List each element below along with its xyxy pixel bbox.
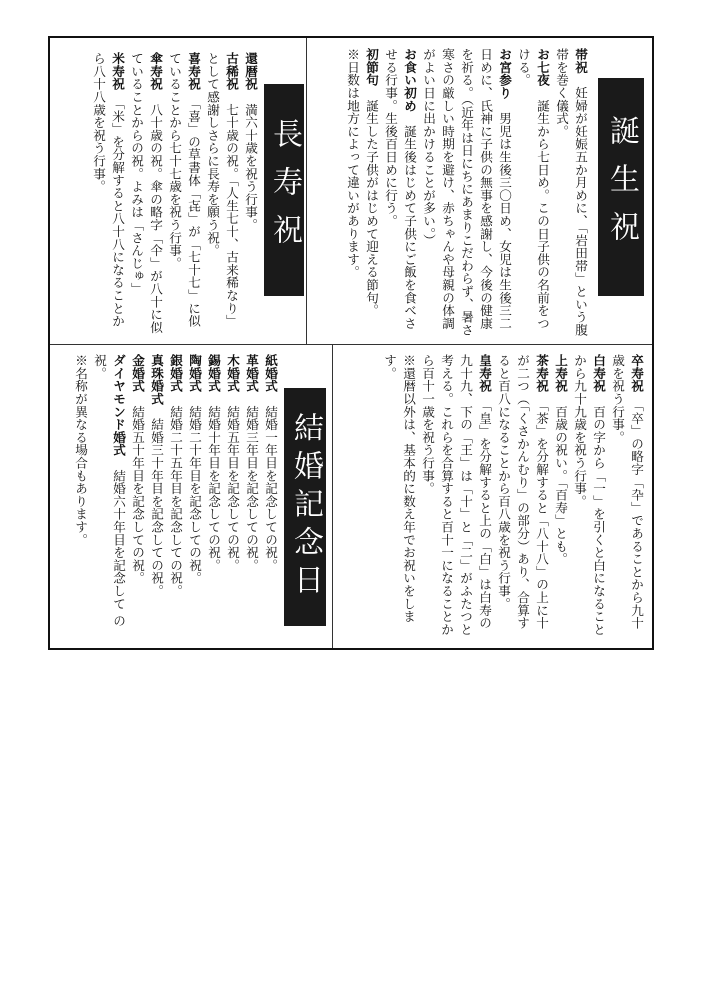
list-item: 皇寿祝 「皇」を分解すると上の「白」は白寿の九十九、下の「王」は「十」と「二」がふたつと考える。これらを合算すると百十一になることから百十一歳を祝う行事。 <box>420 354 492 636</box>
list-item: 金婚式 結婚五十年目を記念しての祝。 <box>130 354 145 585</box>
list-item: 茶寿祝 「茶」を分解すると「八十八」の上に十が二つ（「くさかんむり」の部分）あり、合算すると百八になることから百八歳を祝う行事。 <box>496 354 549 630</box>
list-item: お食い初め 誕生後はじめて子供にご飯を食べさせる行事。生後百日めに行う。 <box>383 48 417 330</box>
list-item: 白寿祝 百の字から「一」を引くと白になることから九十九歳を祝う行事。 <box>572 354 606 636</box>
birth-title: 誕生祝 <box>598 78 644 296</box>
list-item: お七夜 誕生から七日め。この日子供の名前をつける。 <box>516 48 550 330</box>
vertical-divider-top <box>306 38 307 344</box>
longevity-title: 長寿祝 <box>264 84 304 296</box>
list-item: 木婚式 結婚五年目を記念しての祝。 <box>225 354 240 572</box>
list-item: 陶婚式 結婚二十年目を記念しての祝。 <box>187 354 202 585</box>
list-item: 喜寿祝 「喜」の草書体「㐂」が「七十七」に似ていることから七十七歳を祝う行事。 <box>167 52 201 328</box>
anniversary-title: 結婚記念日 <box>284 388 326 626</box>
list-item: 上寿祝 百歳の祝い。「百寿」とも。 <box>553 354 568 566</box>
list-item: 還暦祝 満六十歳を祝う行事。 <box>243 52 258 232</box>
list-item: 革婚式 結婚三年目を記念しての祝。 <box>244 354 259 572</box>
list-item: 紙婚式 結婚一年目を記念しての祝。 <box>263 354 278 572</box>
birth-note: ※日数は地方によって違いがあります。 <box>345 48 360 279</box>
list-item: 銀婚式 結婚二十五年目を記念しての祝。 <box>168 354 183 598</box>
list-item: 米寿祝 「米」を分解すると八十八になることから八十八歳を祝う行事。 <box>91 52 125 328</box>
longevity-continued-panel <box>340 354 646 642</box>
list-item: 傘寿祝 八十歳の祝。傘の略字「仐」が八十に似ていることからの祝。よみは「さんじゅ」 <box>129 52 163 334</box>
list-item: 帯祝 妊婦が妊娠五か月めに、「岩田帯」という腹帯を巻く儀式。 <box>554 48 588 337</box>
anniversary-note: ※名称が異なる場合もあります。 <box>73 354 88 546</box>
longevity-panel <box>60 52 260 340</box>
longevity-note: ※還暦以外は、基本的に数え年でお祝いをします。 <box>382 354 416 623</box>
birth-panel <box>312 48 590 340</box>
list-item: 真珠婚式 結婚三十年目を記念しての祝。 <box>149 354 164 598</box>
list-item: 初節句 誕生した子供がはじめて迎える節句。 <box>364 48 379 317</box>
vertical-divider-bottom <box>332 344 333 648</box>
list-item: 古稀祝 七十歳の祝。「人生七十、古来稀なり」として感謝しさらに長寿を願う祝。 <box>205 52 239 328</box>
list-item: 卒寿祝 「卒」の略字「卆」であることから九十歳を祝う行事。 <box>610 354 644 630</box>
anniversary-panel <box>60 354 280 642</box>
horizontal-divider <box>50 344 652 345</box>
list-item: お宮参り 男児は生後三〇日め、女児は生後三二日めに、氏神に子供の無事を感謝し、今後の健康を祈る。（近年は日にちにあまりこだわらず、暑さ寒さの厳しい時期を避け、赤ちゃんや母親の体調がよい日に出かけることが多い。） <box>421 48 512 337</box>
celebration-chart <box>48 36 654 650</box>
list-item: ダイヤモンド婚式 結婚六十年目を記念して の祝。 <box>92 354 126 628</box>
list-item: 錫婚式 結婚十年目を記念しての祝。 <box>206 354 221 572</box>
